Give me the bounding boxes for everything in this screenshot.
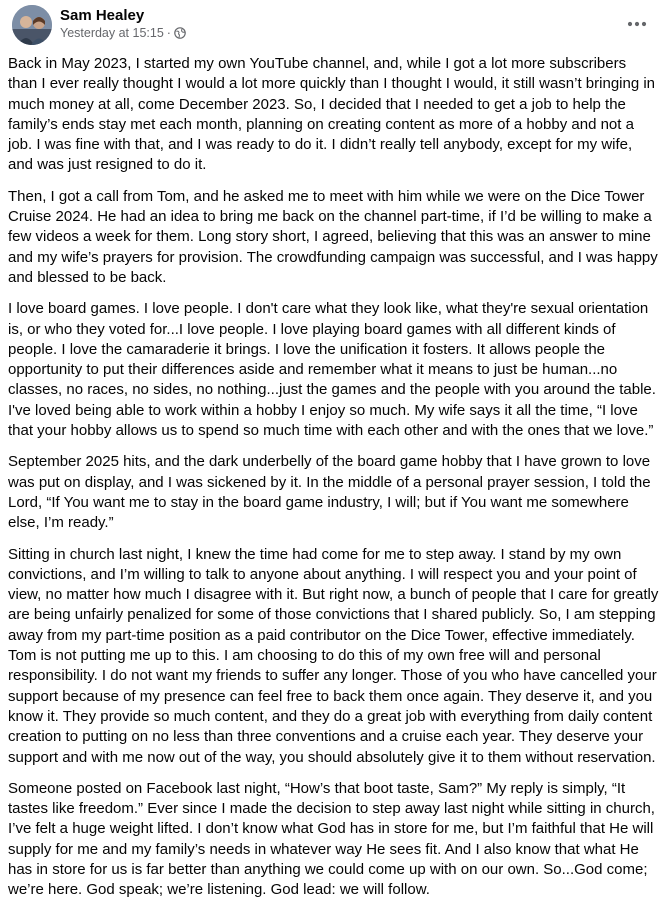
more-options-button[interactable] — [621, 8, 653, 40]
post-body — [6, 52, 661, 901]
globe-icon[interactable] — [174, 27, 186, 39]
post-timestamp[interactable]: Yesterday at 15:15 — [60, 26, 164, 40]
post-meta — [60, 25, 186, 41]
post-paragraph: Then, I got a call from Tom, and he asked me to meet with him while we were on the Dice Tower Cruise 2024. He had an idea to bring me back on the channel part-time, if I’d be willing to make a few videos a week for them. Long story short, I agreed, believing that this was an answer to mine and my wife’s prayers for provision. The crowdfunding campaign was successful, and I was happy and blessed to be back. — [8, 187, 658, 286]
post-paragraph: Someone posted on Facebook last night, “How’s that boot taste, Sam?” My reply is simply, “It tastes like freedom.” Ever since I made the decision to step away last night while sitting in church, I’ve felt a huge weight lifted. I don’t know what God has in store for me, but I’m faithful that He will supply for me and my family’s needs in whatever way He sees fit. And I also know that what He has in store for us is far better than anything we could come up with on our own. So...God come; we’re here. God speak; we’re listening. God lead: we will follow. — [8, 779, 655, 899]
avatar-photo-icon — [12, 5, 52, 45]
post-paragraph: September 2025 hits, and the dark underbelly of the board game hobby that I have grown to love was put on display, and I was sickened by it. In the middle of a personal prayer session, I told the Lord, “If You want me to stay in the board game industry, I will; but if You want me somewhere else, I’m ready.” — [8, 453, 651, 532]
post-paragraph: Sitting in church last night, I knew the time had come for me to step away. I stand by my own convictions, and I’m willing to talk to anyone about anything. I will respect you and your point of view, no matter how much I disagree with it. But right now, a bunch of people that I care for greatly are being unfairly penalized for some of those convictions that I shared publicly. So, I am stepping away from my part-time position as a paid contributor on the Dice Tower, effective immediately. Tom is not putting me up to this. I am choosing to do this of my own free will and personal responsibility. I do not want my friends to suffer any longer. Those of you who have cancelled your support because of my presence can feel free to back them once again. They deserve it, and you know it. They provide so much content, and they do a great job with everything from daily content creation to putting on no less than three conventions and a cruise each year. They deserve your support and with me now out of the way, you should absolutely give it to them without reservation. — [8, 545, 659, 766]
author-name[interactable]: Sam Healey — [60, 7, 145, 24]
avatar[interactable] — [12, 5, 52, 45]
post-paragraph: I love board games. I love people. I don't care what they look like, what they're sexual orientation is, or who they voted for...I love people. I love playing board games with all different kinds of people. I love the camaraderie it brings. I love the unification it fosters. It allows people the opportunity to put their differences aside and remember what it means to just be human...no classes, no races, no sides, no nothing...just the games and the people with you around the table. I've loved being able to work within a hobby I enjoy so much. My wife says it all the time, “I love that your hobby allows us to spend so much time with each other and with the ones that we love.” — [8, 300, 656, 440]
post-paragraph: Back in May 2023, I started my own YouTube channel, and, while I got a lot more subscribers than I ever really thought I would a lot more quickly than I thought I would, it still wasn’t bringing in much money at all, come December 2023. So, I decided that I needed to get a job to help the family’s ends stay met each month, planning on creating content as more of a hobby and not a job. I was fine with that, and I was ready to do it. I didn’t really tell anybody, except for my wife, and was just resigned to do it. — [8, 55, 656, 174]
more-horizontal-icon — [627, 21, 647, 27]
author-block — [60, 6, 186, 41]
meta-separator: · — [166, 26, 171, 40]
post-header — [6, 0, 661, 52]
